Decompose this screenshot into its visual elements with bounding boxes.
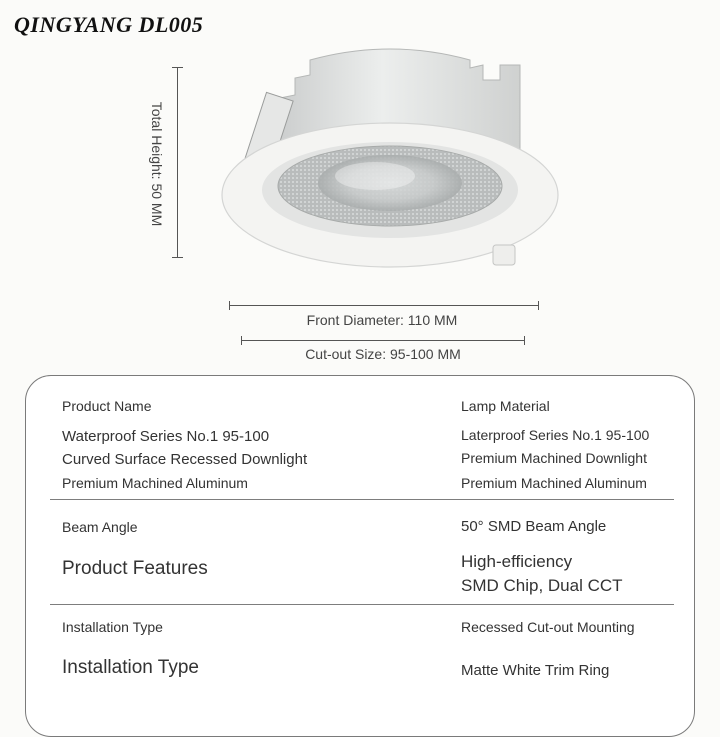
lamp-material-line-3: Premium Machined Aluminum xyxy=(461,475,647,491)
front-diameter-tick-left xyxy=(229,301,230,310)
installation-type-title: Installation Type xyxy=(62,657,199,678)
lamp-material-line-2: Premium Machined Downlight xyxy=(461,450,647,466)
product-features-title: Product Features xyxy=(62,558,208,579)
mounting-label: Recessed Cut-out Mounting xyxy=(461,619,635,635)
product-name-line-2: Curved Surface Recessed Downlight xyxy=(62,451,308,468)
lamp-material-line-1: Laterproof Series No.1 95-100 xyxy=(461,427,650,443)
spec-divider-2 xyxy=(50,604,674,605)
installation-type-label: Installation Type xyxy=(62,619,163,635)
total-height-label: Total Height: 50 MM xyxy=(149,101,165,227)
height-dimension-line xyxy=(177,67,178,257)
product-name-line-1: Waterproof Series No.1 95-100 xyxy=(62,428,270,445)
front-diameter-line xyxy=(229,305,539,306)
product-features-line-1: High-efficiency xyxy=(461,552,573,571)
height-dimension-tick-top xyxy=(172,67,183,68)
lamp-material-label: Lamp Material xyxy=(461,398,550,414)
cutout-size-tick-right xyxy=(524,336,525,345)
product-features-line-2: SMD Chip, Dual CCT xyxy=(461,576,623,595)
cutout-size-tick-left xyxy=(241,336,242,345)
cutout-size-line xyxy=(241,340,525,341)
downlight-product-image xyxy=(215,40,565,280)
front-diameter-tick-right xyxy=(538,301,539,310)
brand-title: QINGYANG DL005 xyxy=(14,12,204,37)
beam-angle-value: 50° SMD Beam Angle xyxy=(461,518,607,535)
spec-divider-1 xyxy=(50,499,674,500)
cutout-size-label: Cut-out Size: 95-100 MM xyxy=(305,346,461,362)
beam-angle-label: Beam Angle xyxy=(62,519,138,535)
trim-ring-value: Matte White Trim Ring xyxy=(461,662,610,679)
product-name-line-3: Premium Machined Aluminum xyxy=(62,475,248,491)
height-dimension-tick-bottom xyxy=(172,257,183,258)
front-diameter-label: Front Diameter: 110 MM xyxy=(306,312,458,328)
product-name-label: Product Name xyxy=(62,398,152,414)
